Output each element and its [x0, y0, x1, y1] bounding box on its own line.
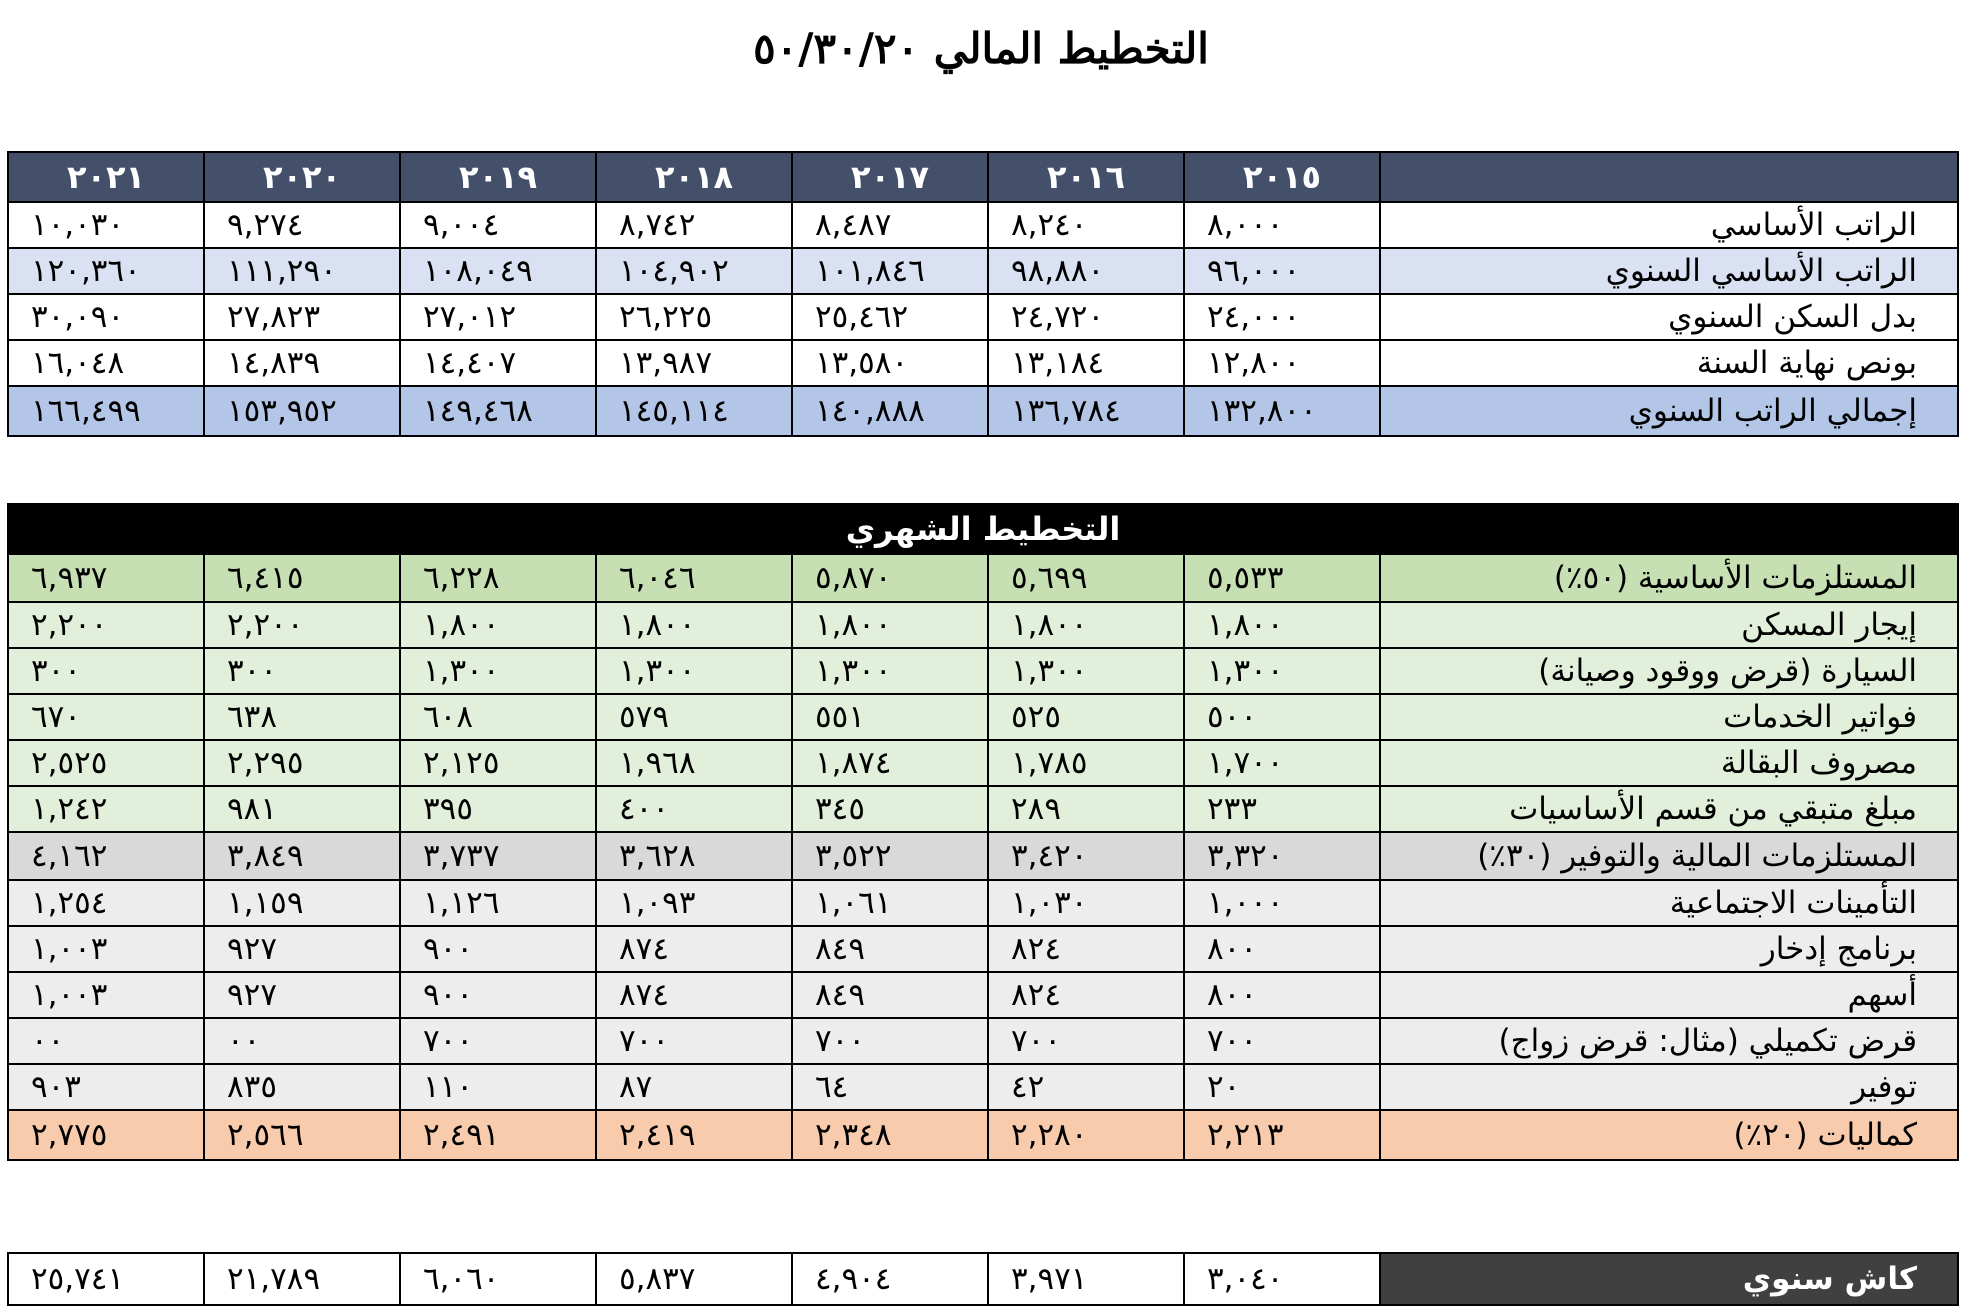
- value-cell: ٨٤٩: [792, 972, 988, 1018]
- value-cell: ٢,٤٩١: [400, 1110, 596, 1160]
- value-cell: ١,٩٦٨: [596, 740, 792, 786]
- value-cell: ١٤٥,١١٤: [596, 386, 792, 436]
- value-cell: ٣,٠٤٠: [1184, 1253, 1380, 1305]
- value-cell: ٥,٥٣٣: [1184, 554, 1380, 602]
- value-cell: ٩٠٠: [400, 972, 596, 1018]
- value-cell: ١,٠٩٣: [596, 880, 792, 926]
- row-label: كماليات (٢٠٪): [1380, 1110, 1958, 1160]
- value-cell: ٤٢: [988, 1064, 1184, 1110]
- value-cell: ٩٠٣: [8, 1064, 204, 1110]
- year-header-row: [8, 152, 1958, 202]
- value-cell: ٢٧,٨٢٣: [204, 294, 400, 340]
- value-cell: ٥,٨٣٧: [596, 1253, 792, 1305]
- value-cell: ٢٦,٢٢٥: [596, 294, 792, 340]
- value-cell: ٢,٢٩٥: [204, 740, 400, 786]
- value-cell: ٨,٢٤٠: [988, 202, 1184, 248]
- value-cell: ١٠,٠٣٠: [8, 202, 204, 248]
- value-cell: ١١٠: [400, 1064, 596, 1110]
- table-row: [8, 340, 1958, 386]
- value-cell: ٣٤٥: [792, 786, 988, 832]
- value-cell: ١٤,٨٣٩: [204, 340, 400, 386]
- value-cell: ٣,٨٤٩: [204, 832, 400, 880]
- value-cell: ١,٣٠٠: [1184, 648, 1380, 694]
- value-cell: ٣,٥٢٢: [792, 832, 988, 880]
- value-cell: ٣٠٠: [8, 648, 204, 694]
- value-cell: ٧٠٠: [1184, 1018, 1380, 1064]
- value-cell: ١,٣٠٠: [988, 648, 1184, 694]
- cash-row: [8, 1253, 1958, 1305]
- row-label: فواتير الخدمات: [1380, 694, 1958, 740]
- value-cell: ٨٤٩: [792, 926, 988, 972]
- value-cell: ٢٤,٧٢٠: [988, 294, 1184, 340]
- value-cell: ١,٨٠٠: [1184, 602, 1380, 648]
- value-cell: ١,٣٠٠: [596, 648, 792, 694]
- row-label: السيارة (قرض ووقود وصيانة): [1380, 648, 1958, 694]
- table-row: [8, 1018, 1958, 1064]
- value-cell: ١٣٢,٨٠٠: [1184, 386, 1380, 436]
- value-cell: ١٤٩,٤٦٨: [400, 386, 596, 436]
- value-cell: ٥٥١: [792, 694, 988, 740]
- value-cell: ٢,٣٤٨: [792, 1110, 988, 1160]
- value-cell: ٨٠٠: [1184, 972, 1380, 1018]
- value-cell: ٧٠٠: [400, 1018, 596, 1064]
- value-cell: ٢٣٣: [1184, 786, 1380, 832]
- value-cell: ٣,٦٢٨: [596, 832, 792, 880]
- value-cell: ١,٢٤٢: [8, 786, 204, 832]
- year-header: ٢٠١٦: [988, 152, 1184, 202]
- salary-table: [7, 151, 1959, 437]
- value-cell: ٦٤: [792, 1064, 988, 1110]
- value-cell: ٢,٧٧٥: [8, 1110, 204, 1160]
- table-row: [8, 1110, 1958, 1160]
- year-header: ٢٠٢٠: [204, 152, 400, 202]
- row-label: إجمالي الراتب السنوي: [1380, 386, 1958, 436]
- value-cell: ٦٠٨: [400, 694, 596, 740]
- row-label: برنامج إدخار: [1380, 926, 1958, 972]
- value-cell: ٩٢٧: [204, 926, 400, 972]
- table-row: [8, 694, 1958, 740]
- value-cell: ٣,٩٧١: [988, 1253, 1184, 1305]
- value-cell: ٩,٠٠٤: [400, 202, 596, 248]
- year-header: ٢٠١٨: [596, 152, 792, 202]
- value-cell: ٦,٩٣٧: [8, 554, 204, 602]
- value-cell: ٤٠٠: [596, 786, 792, 832]
- value-cell: ٧٠٠: [988, 1018, 1184, 1064]
- value-cell: ٥٧٩: [596, 694, 792, 740]
- value-cell: ٢,٢٠٠: [8, 602, 204, 648]
- value-cell: ٢٠: [1184, 1064, 1380, 1110]
- row-label: أسهم: [1380, 972, 1958, 1018]
- page-title: التخطيط المالي ٥٠/٣٠/٢٠: [753, 24, 1209, 73]
- value-cell: ١,٨٠٠: [988, 602, 1184, 648]
- table-row: [8, 832, 1958, 880]
- value-cell: ٨,٤٨٧: [792, 202, 988, 248]
- value-cell: ٢,٢٠٠: [204, 602, 400, 648]
- value-cell: ٩٢٧: [204, 972, 400, 1018]
- value-cell: ١٠١,٨٤٦: [792, 248, 988, 294]
- annual-cash-table: [7, 1252, 1959, 1306]
- value-cell: ٨,٠٠٠: [1184, 202, 1380, 248]
- value-cell: ١٣,٥٨٠: [792, 340, 988, 386]
- value-cell: ٦,٢٢٨: [400, 554, 596, 602]
- value-cell: ٤,١٦٢: [8, 832, 204, 880]
- table-row: [8, 740, 1958, 786]
- value-cell: ١٦,٠٤٨: [8, 340, 204, 386]
- value-cell: ٦٧٠: [8, 694, 204, 740]
- table-row: [8, 648, 1958, 694]
- value-cell: ٣,٣٢٠: [1184, 832, 1380, 880]
- cash-label: كاش سنوي: [1380, 1253, 1958, 1305]
- header-label-cell: [1380, 152, 1958, 202]
- value-cell: ١٥٣,٩٥٢: [204, 386, 400, 436]
- table-row: [8, 386, 1958, 436]
- table-row: [8, 1064, 1958, 1110]
- value-cell: ١,٠٠٠: [1184, 880, 1380, 926]
- value-cell: ١٢٠,٣٦٠: [8, 248, 204, 294]
- value-cell: ١,٠٦١: [792, 880, 988, 926]
- table-row: [8, 248, 1958, 294]
- value-cell: ٥,٨٧٠: [792, 554, 988, 602]
- value-cell: ٩٠٠: [400, 926, 596, 972]
- value-cell: ٢,٥٦٦: [204, 1110, 400, 1160]
- value-cell: ١,١٢٦: [400, 880, 596, 926]
- value-cell: ١٠٤,٩٠٢: [596, 248, 792, 294]
- value-cell: ١٣,١٨٤: [988, 340, 1184, 386]
- value-cell: ٨٠٠: [1184, 926, 1380, 972]
- value-cell: ٢,١٢٥: [400, 740, 596, 786]
- table-row: [8, 294, 1958, 340]
- value-cell: ١٤٠,٨٨٨: [792, 386, 988, 436]
- row-label: الراتب الأساسي السنوي: [1380, 248, 1958, 294]
- value-cell: ٣٠,٠٩٠: [8, 294, 204, 340]
- row-label: قرض تكميلي (مثال: قرض زواج): [1380, 1018, 1958, 1064]
- value-cell: ٩٦,٠٠٠: [1184, 248, 1380, 294]
- monthly-header-row: [8, 504, 1958, 554]
- row-label: التأمينات الاجتماعية: [1380, 880, 1958, 926]
- value-cell: ٦,٠٤٦: [596, 554, 792, 602]
- value-cell: ٤,٩٠٤: [792, 1253, 988, 1305]
- value-cell: ٨٣٥: [204, 1064, 400, 1110]
- row-label: بدل السكن السنوي: [1380, 294, 1958, 340]
- value-cell: ٦٣٨: [204, 694, 400, 740]
- value-cell: ٢٥,٤٦٢: [792, 294, 988, 340]
- row-label: مصروف البقالة: [1380, 740, 1958, 786]
- value-cell: ٢,٥٢٥: [8, 740, 204, 786]
- value-cell: ١٤,٤٠٧: [400, 340, 596, 386]
- value-cell: ١,٢٥٤: [8, 880, 204, 926]
- value-cell: ١,٣٠٠: [400, 648, 596, 694]
- value-cell: ١,٧٠٠: [1184, 740, 1380, 786]
- table-row: [8, 880, 1958, 926]
- value-cell: ٨٢٤: [988, 972, 1184, 1018]
- value-cell: ٣,٧٣٧: [400, 832, 596, 880]
- table-row: [8, 554, 1958, 602]
- row-label: إيجار المسكن: [1380, 602, 1958, 648]
- value-cell: ٦,٤١٥: [204, 554, 400, 602]
- value-cell: ٣٩٥: [400, 786, 596, 832]
- value-cell: ١١١,٢٩٠: [204, 248, 400, 294]
- value-cell: ٣٠٠: [204, 648, 400, 694]
- table-row: [8, 926, 1958, 972]
- value-cell: ١,٠٠٣: [8, 926, 204, 972]
- value-cell: ١٠٨,٠٤٩: [400, 248, 596, 294]
- monthly-header: التخطيط الشهري: [8, 504, 1958, 554]
- value-cell: ١,٠٣٠: [988, 880, 1184, 926]
- row-label: بونص نهاية السنة: [1380, 340, 1958, 386]
- value-cell: ١٣٦,٧٨٤: [988, 386, 1184, 436]
- value-cell: ٢٧,٠١٢: [400, 294, 596, 340]
- value-cell: ٢١,٧٨٩: [204, 1253, 400, 1305]
- value-cell: ٩,٢٧٤: [204, 202, 400, 248]
- value-cell: ٩٨١: [204, 786, 400, 832]
- value-cell: ٧٠٠: [596, 1018, 792, 1064]
- value-cell: ٥٢٥: [988, 694, 1184, 740]
- value-cell: ١٦٦,٤٩٩: [8, 386, 204, 436]
- value-cell: ١,٨٠٠: [792, 602, 988, 648]
- table-row: [8, 786, 1958, 832]
- value-cell: ٨,٧٤٢: [596, 202, 792, 248]
- value-cell: ٥٠٠: [1184, 694, 1380, 740]
- table-row: [8, 972, 1958, 1018]
- value-cell: ٩٨,٨٨٠: [988, 248, 1184, 294]
- year-header: ٢٠١٩: [400, 152, 596, 202]
- value-cell: ٢,٢٨٠: [988, 1110, 1184, 1160]
- value-cell: ١,٣٠٠: [792, 648, 988, 694]
- row-label: المستلزمات المالية والتوفير (٣٠٪): [1380, 832, 1958, 880]
- year-header: ٢٠٢١: [8, 152, 204, 202]
- value-cell: ٥,٦٩٩: [988, 554, 1184, 602]
- table-row: [8, 602, 1958, 648]
- value-cell: ٢,٤١٩: [596, 1110, 792, 1160]
- year-header: ٢٠١٥: [1184, 152, 1380, 202]
- year-header: ٢٠١٧: [792, 152, 988, 202]
- value-cell: ١,٨٧٤: [792, 740, 988, 786]
- row-label: مبلغ متبقي من قسم الأساسيات: [1380, 786, 1958, 832]
- value-cell: ٢٨٩: [988, 786, 1184, 832]
- value-cell: ١,٨٠٠: [400, 602, 596, 648]
- value-cell: ٨٧٤: [596, 972, 792, 1018]
- value-cell: ٣,٤٢٠: [988, 832, 1184, 880]
- value-cell: ٦,٠٦٠: [400, 1253, 596, 1305]
- value-cell: ٨٧: [596, 1064, 792, 1110]
- value-cell: ٨٧٤: [596, 926, 792, 972]
- value-cell: ٠٠: [204, 1018, 400, 1064]
- value-cell: ٠٠: [8, 1018, 204, 1064]
- value-cell: ١,١٥٩: [204, 880, 400, 926]
- value-cell: ١٣,٩٨٧: [596, 340, 792, 386]
- value-cell: ١,٠٠٣: [8, 972, 204, 1018]
- value-cell: ٢,٢١٣: [1184, 1110, 1380, 1160]
- table-row: [8, 202, 1958, 248]
- value-cell: ٧٠٠: [792, 1018, 988, 1064]
- value-cell: ١,٨٠٠: [596, 602, 792, 648]
- row-label: المستلزمات الأساسية (٥٠٪): [1380, 554, 1958, 602]
- value-cell: ٢٤,٠٠٠: [1184, 294, 1380, 340]
- value-cell: ٨٢٤: [988, 926, 1184, 972]
- row-label: الراتب الأساسي: [1380, 202, 1958, 248]
- value-cell: ١,٧٨٥: [988, 740, 1184, 786]
- value-cell: ٢٥,٧٤١: [8, 1253, 204, 1305]
- value-cell: ١٢,٨٠٠: [1184, 340, 1380, 386]
- row-label: توفير: [1380, 1064, 1958, 1110]
- monthly-planning-table: [7, 503, 1959, 1161]
